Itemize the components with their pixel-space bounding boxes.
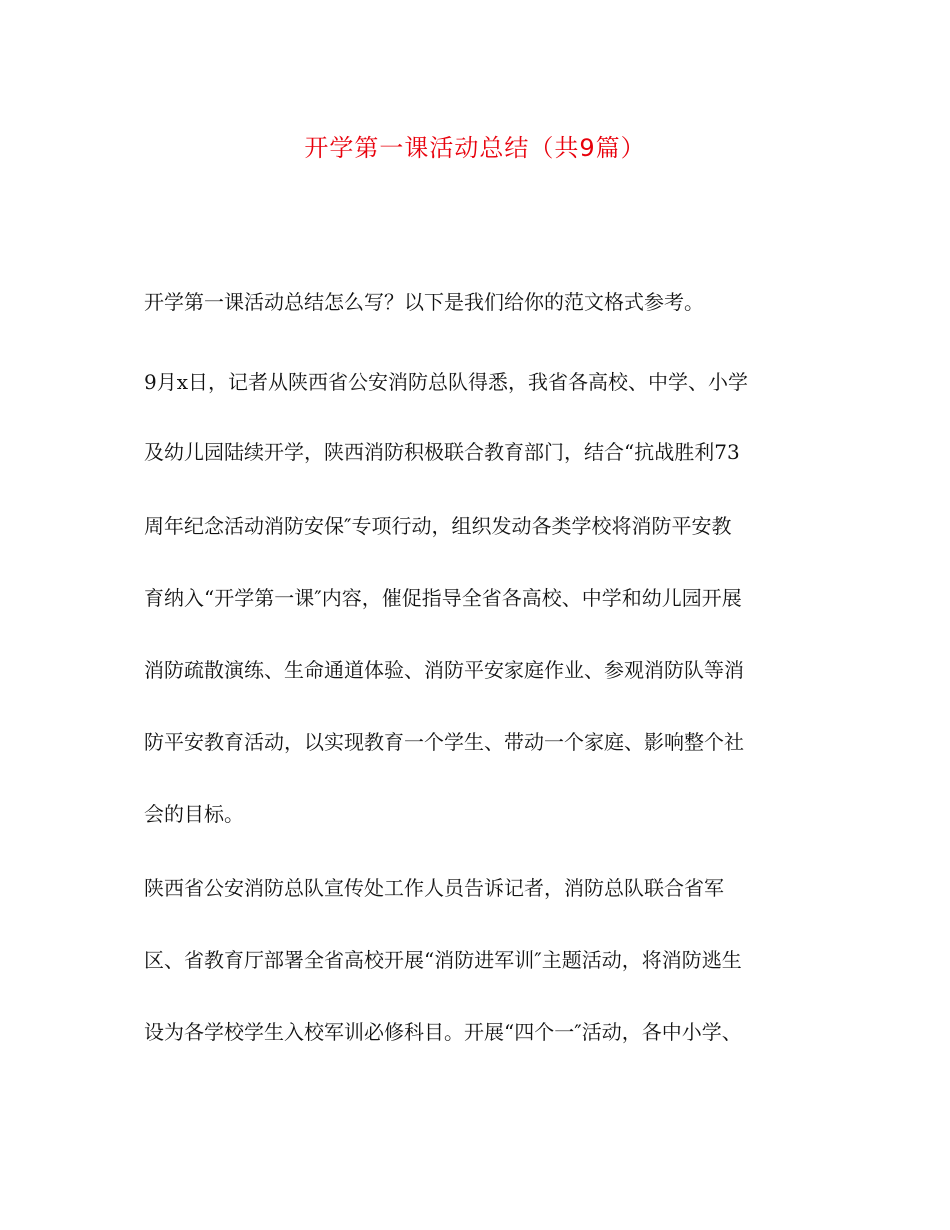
paragraph-line: 设为各学校学生入校军训必修科目。开展“四个一″活动，各中小学、 — [144, 1020, 742, 1044]
paragraph-line: 消防疏散演练、生命通道体验、消防平安家庭作业、参观消防队等消 — [144, 658, 744, 682]
paragraph-line: 防平安教育活动，以实现教育一个学生、带动一个家庭、影响整个社 — [144, 730, 744, 754]
paragraph-line: 会的目标。 — [144, 802, 244, 826]
document-title: 开学第一课活动总结（共9篇） — [304, 134, 646, 162]
paragraph-line: 陕西省公安消防总队宣传处工作人员告诉记者，消防总队联合省军 — [144, 876, 724, 900]
paragraph-line: 周年纪念活动消防安保″专项行动，组织发动各类学校将消防平安教 — [144, 514, 732, 538]
paragraph-line: 9月x日，记者从陕西省公安消防总队得悉，我省各高校、中学、小学 — [144, 370, 749, 394]
paragraph-line: 区、省教育厅部署全省高校开展“消防进军训″主题活动，将消防逃生 — [144, 948, 742, 972]
paragraph-line: 开学第一课活动总结怎么写？以下是我们给你的范文格式参考。 — [144, 290, 704, 314]
paragraph-line: 育纳入“开学第一课″内容，催促指导全省各高校、中学和幼儿园开展 — [144, 586, 742, 610]
paragraph-line: 及幼儿园陆续开学，陕西消防积极联合教育部门，结合“抗战胜利73 — [144, 440, 740, 464]
